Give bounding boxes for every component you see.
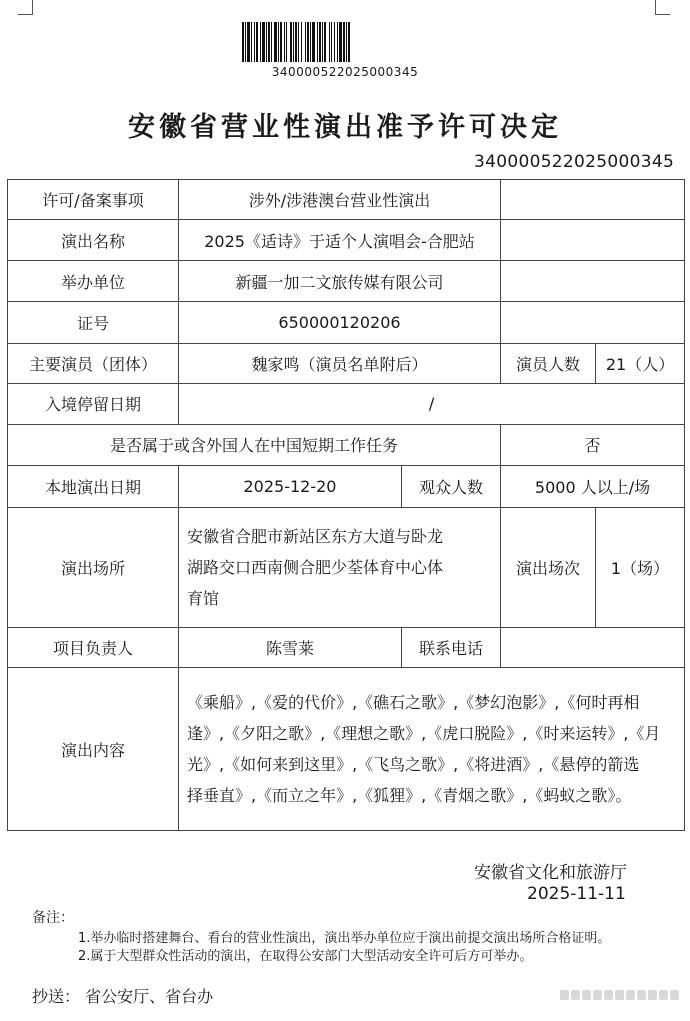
cc-line: 抄送： 省公安厅、省台办 — [32, 987, 214, 1006]
performer-count-label: 演员人数 — [501, 343, 596, 383]
entry-stay-value: / — [179, 384, 685, 424]
venue-label: 演出场所 — [8, 507, 179, 627]
table-row — [8, 668, 685, 831]
table-row — [8, 260, 685, 301]
show-name-label: 演出名称 — [8, 220, 179, 260]
document-number: 340000522025000345 — [474, 152, 675, 172]
issuer-name: 安徽省文化和旅游厅 — [474, 863, 627, 883]
audience-label: 观众人数 — [402, 466, 501, 507]
venue-line: 湖路交口西南侧合肥少荃体育中心体 — [187, 557, 444, 577]
phone-value — [501, 627, 685, 667]
table-row — [8, 302, 685, 343]
content-line: 逢》,《夕阳之歌》,《理想之歌》,《虎口脱险》,《时来运转》,《月 — [187, 724, 661, 744]
table-row — [8, 343, 685, 383]
local-date-value: 2025-12-20 — [179, 466, 402, 507]
content-value — [179, 668, 685, 831]
license-label: 证号 — [8, 302, 179, 343]
blank-cell — [501, 302, 685, 343]
watermark-logo — [560, 988, 682, 1002]
content-label: 演出内容 — [8, 668, 179, 831]
note-item: 1.举办临时搭建舞台、看台的营业性演出，演出举办单位应于演出前提交演出场所合格证明。 — [78, 931, 611, 946]
table-row — [8, 180, 685, 220]
permit-item-label: 许可/备案事项 — [8, 180, 179, 220]
table-row — [8, 627, 685, 667]
manager-value: 陈雪莱 — [179, 627, 402, 667]
manager-label: 项目负责人 — [8, 627, 179, 667]
venue-value — [179, 507, 501, 627]
content-line: 择垂直》,《而立之年》,《狐狸》,《青烟之歌》,《蚂蚁之歌》。 — [187, 786, 632, 806]
crop-mark-top-right — [655, 0, 670, 15]
venue-line: 育馆 — [187, 588, 220, 608]
organizer-value: 新疆一加二文旅传媒有限公司 — [179, 260, 501, 301]
notes-label: 备注： — [32, 910, 74, 926]
barcode — [242, 22, 448, 62]
table-row — [8, 466, 685, 507]
note-item: 2.属于大型群众性活动的演出，在取得公安部门大型活动安全许可后方可举办。 — [78, 949, 533, 964]
permit-table — [7, 179, 685, 831]
main-performer-label: 主要演员（团体） — [8, 343, 179, 383]
foreign-work-label: 是否属于或含外国人在中国短期工作任务 — [8, 424, 501, 465]
local-date-label: 本地演出日期 — [8, 466, 179, 507]
blank-cell — [501, 220, 685, 260]
table-row — [8, 507, 685, 627]
document-title: 安徽省营业性演出准予许可决定 — [128, 112, 562, 143]
barcode-number: 340000522025000345 — [271, 65, 419, 79]
venue-line: 安徽省合肥市新站区东方大道与卧龙 — [187, 526, 444, 546]
organizer-label: 举办单位 — [8, 260, 179, 301]
sessions-value: 1（场） — [596, 507, 685, 627]
crop-mark-top-left — [18, 0, 33, 15]
table-row — [8, 424, 685, 465]
content-line: 《乘船》,《爱的代价》,《礁石之歌》,《梦幻泡影》,《何时再相 — [187, 693, 640, 713]
content-line: 光》,《如何来到这里》,《飞鸟之歌》,《将进酒》,《悬停的箭选 — [187, 755, 640, 775]
permit-item-value: 涉外/涉港澳台营业性演出 — [179, 180, 501, 220]
show-name-value: 2025《适诗》于适个人演唱会-合肥站 — [179, 220, 501, 260]
license-value: 650000120206 — [179, 302, 501, 343]
sessions-label: 演出场次 — [501, 507, 596, 627]
foreign-work-value: 否 — [501, 424, 685, 465]
main-performer-value: 魏家鸣（演员名单附后） — [179, 343, 501, 383]
table-row — [8, 384, 685, 424]
issue-date: 2025-11-11 — [527, 884, 626, 904]
performer-count-value: 21（人） — [596, 343, 685, 383]
phone-label: 联系电话 — [402, 627, 501, 667]
blank-cell — [501, 260, 685, 301]
entry-stay-label: 入境停留日期 — [8, 384, 179, 424]
blank-cell — [501, 180, 685, 220]
table-row — [8, 220, 685, 260]
audience-value: 5000 人以上/场 — [501, 466, 685, 507]
